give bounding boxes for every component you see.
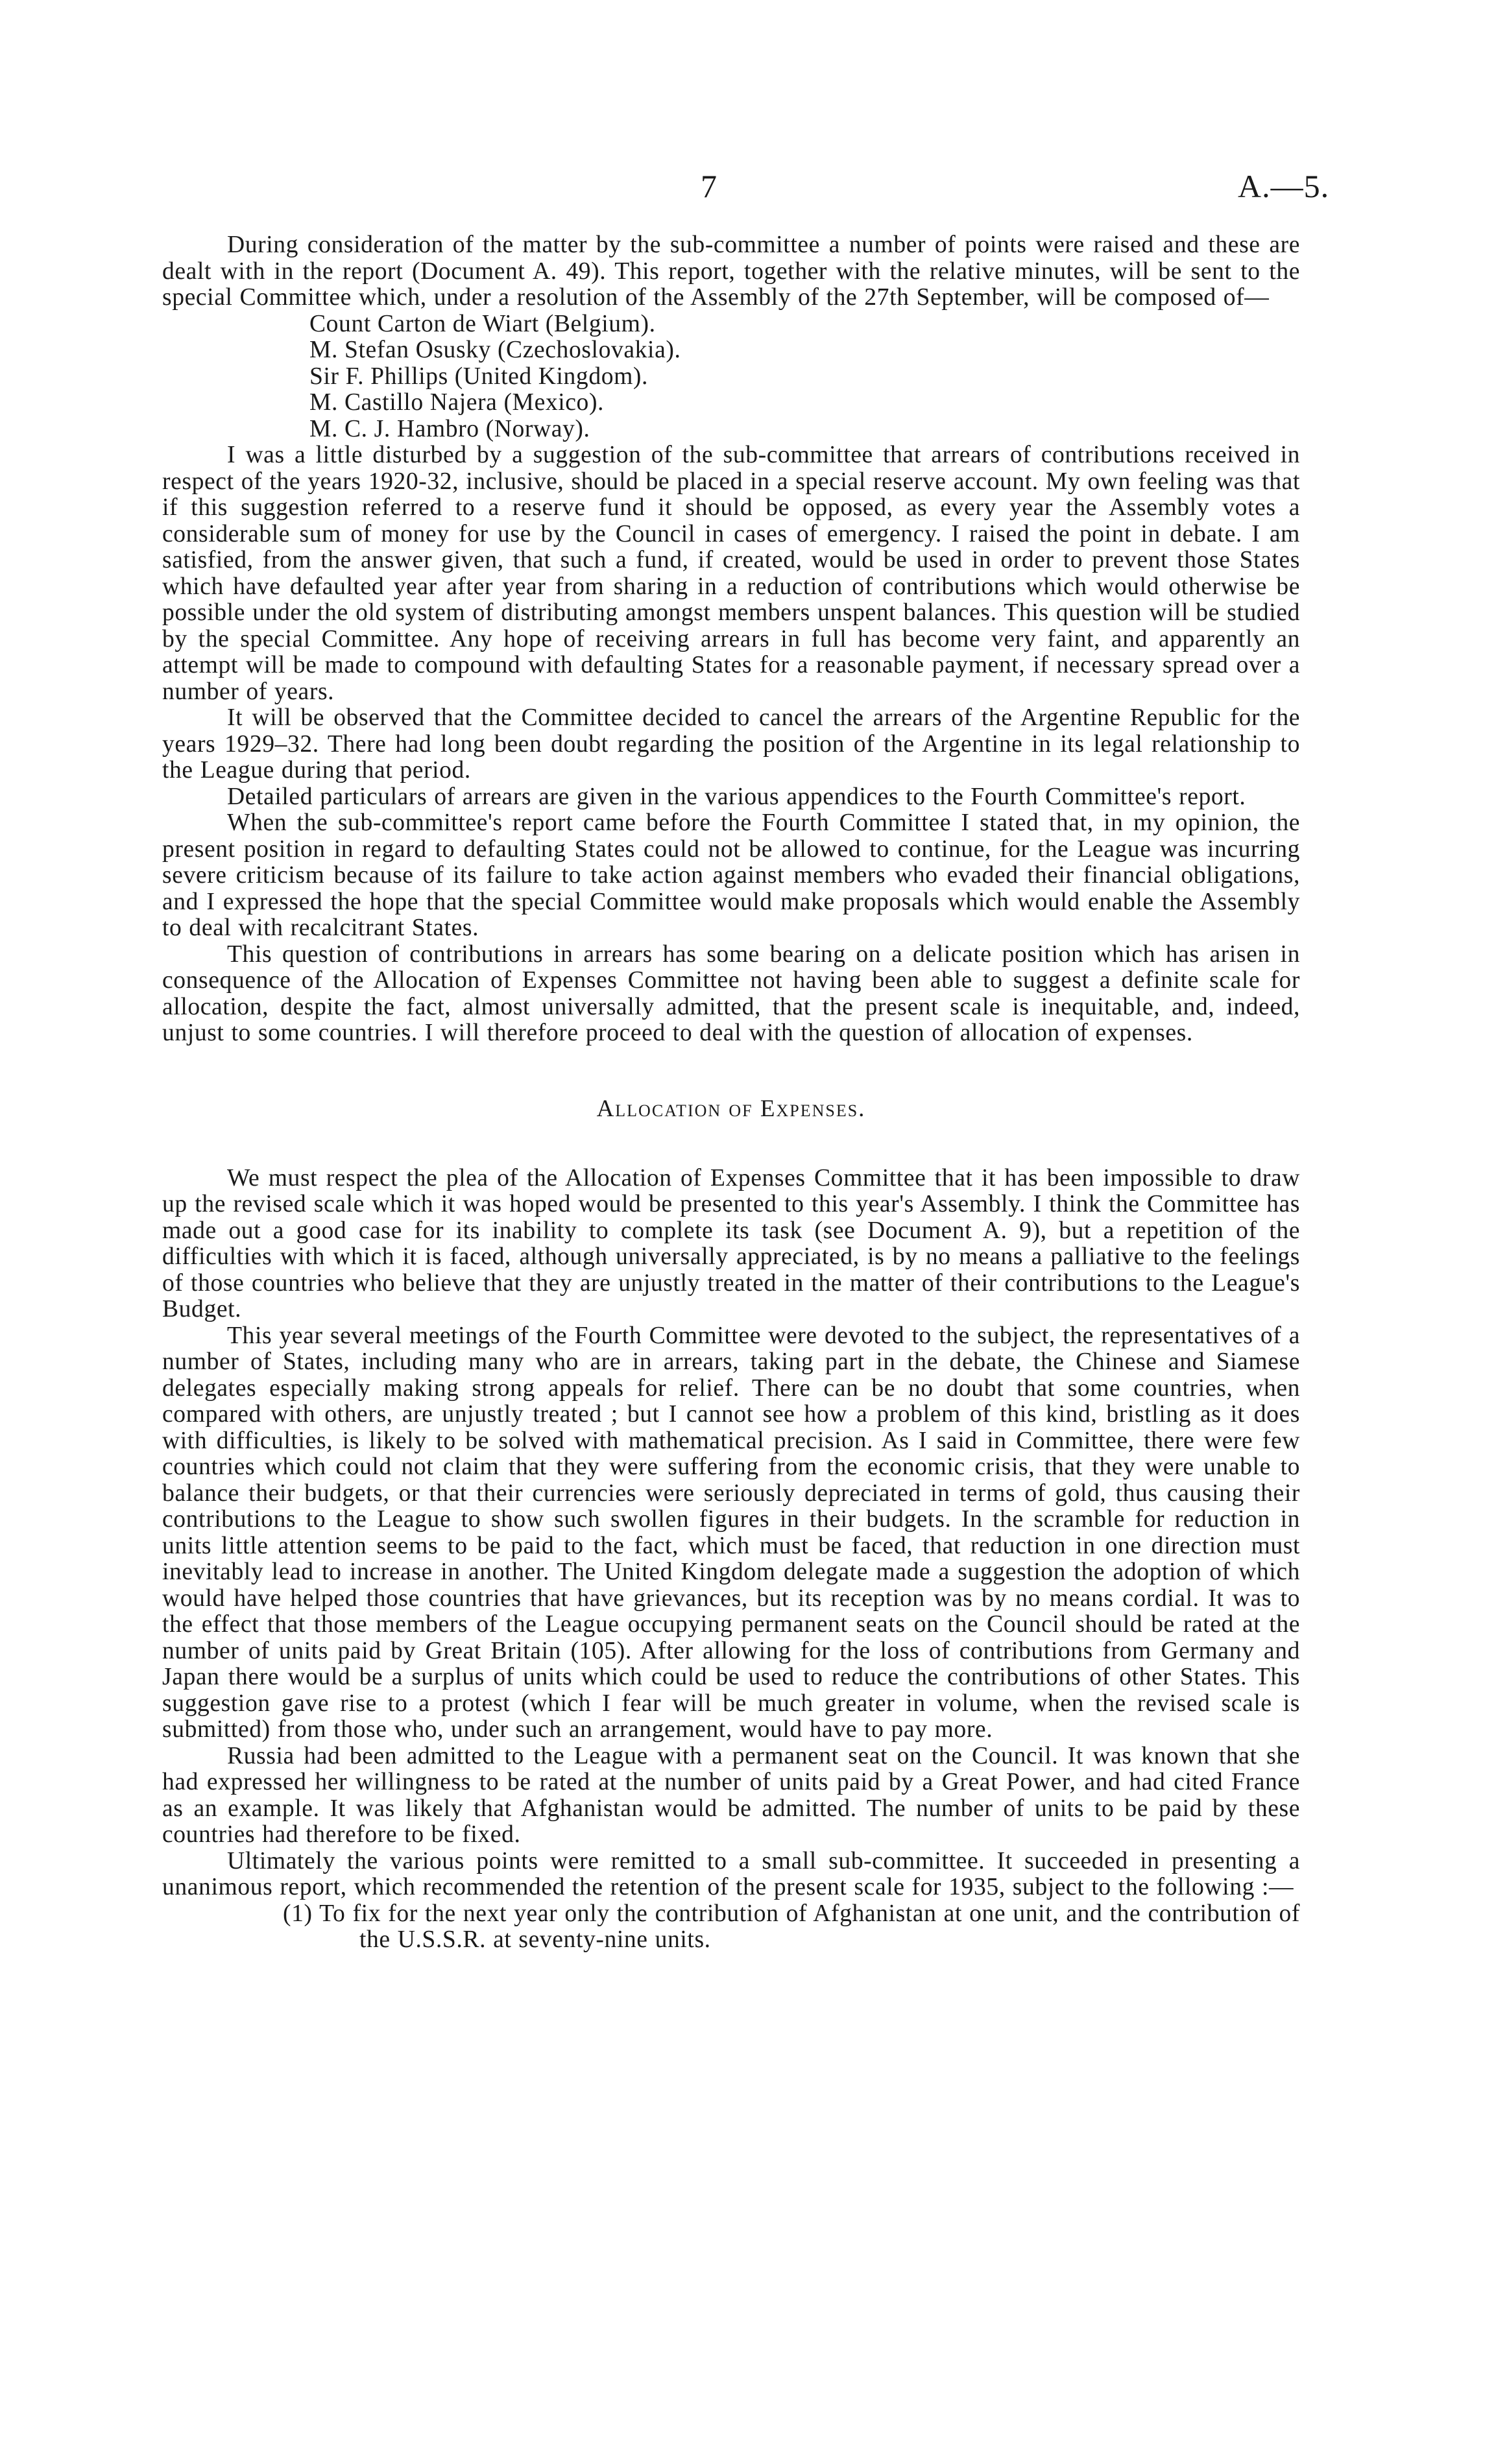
committee-member: Sir F. Phillips (United Kingdom). (309, 363, 649, 390)
committee-member: M. C. J. Hambro (Norway). (309, 415, 590, 442)
document-body (162, 232, 1300, 1954)
page-header (0, 167, 1496, 219)
paragraph-sub-committee-points: During consideration of the matter by the sub-committee a number of points were raised and these are dealt with in the report (Document A. 49). This report, together with the relative minutes, will be sent to the special Committee which, under a resolution of the Assembly of the 27th September, will be composed of— (162, 232, 1300, 311)
paragraph-argentine-arrears: It will be observed that the Committee decided to cancel the arrears of the Argentine Republic for the years 1929–32. There had long been doubt regarding the position of the Argentine in its legal relationship to the League during that period. (162, 704, 1300, 783)
committee-member: M. Castillo Najera (Mexico). (309, 389, 605, 416)
paragraph-fourth-committee-statement: When the sub-committee's report came before the Fourth Committee I stated that, in my opinion, the present position in regard to defaulting States could not be allowed to continue, for the League was incurring severe criticism because of its failure to take action against members who evaded their financial obligations, and I expressed the hope that the special Committee would make proposals which would enable the Assembly to deal with recalcitrant States. (162, 809, 1300, 941)
committee-member: Count Carton de Wiart (Belgium). (309, 310, 656, 337)
committee-member: M. Stefan Osusky (Czechoslovakia). (309, 337, 681, 363)
paragraph-arrears-particulars: Detailed particulars of arrears are given in the various appendices to the Fourth Committee's report. (227, 783, 1246, 810)
section-heading: Allocation of Expenses. (596, 1095, 866, 1122)
numbered-list-item: (1) To fix for the next year only the contribution of Afghanistan at one unit, and the contribution of the U.S.S.R. at seventy-nine units. (283, 1900, 1300, 1953)
committee-member-list (162, 311, 1300, 443)
paragraph-fourth-committee-meetings: This year several meetings of the Fourth Committee were devoted to the subject, the representatives of a number of States, including many who are in arrears, taking part in the debate, the Chinese and Siamese delegates especially making strong appeals for relief. There can be no doubt that some countries, when compared with others, are unjustly treated ; but I cannot see how a problem of this kind, bristling as it does with difficulties, is likely to be solved with mathematical precision. As I said in Committee, there were few countries which could not claim that they were suffering from the economic crisis, that they were unable to balance their budgets, or that their currencies were seriously depreciated in terms of gold, thus causing their contributions to the League to show such swollen figures in their budgets. In the scramble for reduction in units little attention seems to be paid to the fact, which must be faced, that reduction in one direction must inevitably lead to increase in another. The United Kingdom delegate made a suggestion the adoption of which would have helped those countries that have grievances, but its reception was by no means cordial. It was to the effect that those members of the League occupying permanent seats on the Council should be rated at the number of units paid by Great Britain (105). After allowing for the loss of contributions from Germany and Japan there would be a surplus of units which could be used to reduce the contributions of other States. This suggestion gave rise to a protest (which I fear will be much greater in volume, when the revised scale is submitted) from those who, under such an arrangement, would have to pay more. (162, 1322, 1300, 1743)
page-number: 7 (701, 168, 717, 204)
paragraph-russia-admission: Russia had been admitted to the League with a permanent seat on the Council. It was known that she had expressed her willingness to be rated at the number of units paid by a Great Power, and had cited France as an example. It was likely that Afghanistan would be admitted. The number of units to be paid by these countries had therefore to be fixed. (162, 1742, 1300, 1848)
paragraph-sub-committee-report: Ultimately the various points were remitted to a small sub-committee. It succeeded in presenting a unanimous report, which recommended the retention of the present scale for 1935, subject to the following :— (162, 1847, 1300, 1900)
paragraph-reserve-account: I was a little disturbed by a suggestion of the sub-committee that arrears of contributions received in respect of the years 1920-32, inclusive, should be placed in a special reserve account. My own feeling was that if this suggestion referred to a reserve fund it should be opposed, as every year the Assembly votes a considerable sum of money for use by the Council in cases of emergency. I raised the point in debate. I am satisfied, from the answer given, that such a fund, if created, would be used in order to prevent those States which have defaulted year after year from sharing in a reduction of contributions which would otherwise be possible under the old system of distributing amongst members unspent balances. This question will be studied by the special Committee. Any hope of receiving arrears in full has become very faint, and apparently an attempt will be made to compound with defaulting States for a reasonable payment, if necessary spread over a number of years. (162, 442, 1300, 705)
document-reference: A.—5. (1238, 168, 1330, 204)
paragraph-allocation-plea: We must respect the plea of the Allocation of Expenses Committee that it has been impossible to draw up the revised scale which it was hoped would be presented to this year's Assembly. I think the Committee has made out a good case for its inability to complete its task (see Document A. 9), but a repetition of the difficulties with which it is faced, although universally appreciated, is by no means a palliative to the feelings of those countries who believe that they are unjustly treated in the matter of their contributions to the League's Budget. (162, 1164, 1300, 1322)
paragraph-contributions-in-arrears: This question of contributions in arrears has some bearing on a delicate position which has arisen in consequence of the Allocation of Expenses Committee not having been able to suggest a definite scale for allocation, despite the fact, almost universally admitted, that the present scale is inequitable, and, indeed, unjust to some countries. I will therefore proceed to deal with the question of allocation of expenses. (162, 940, 1300, 1046)
